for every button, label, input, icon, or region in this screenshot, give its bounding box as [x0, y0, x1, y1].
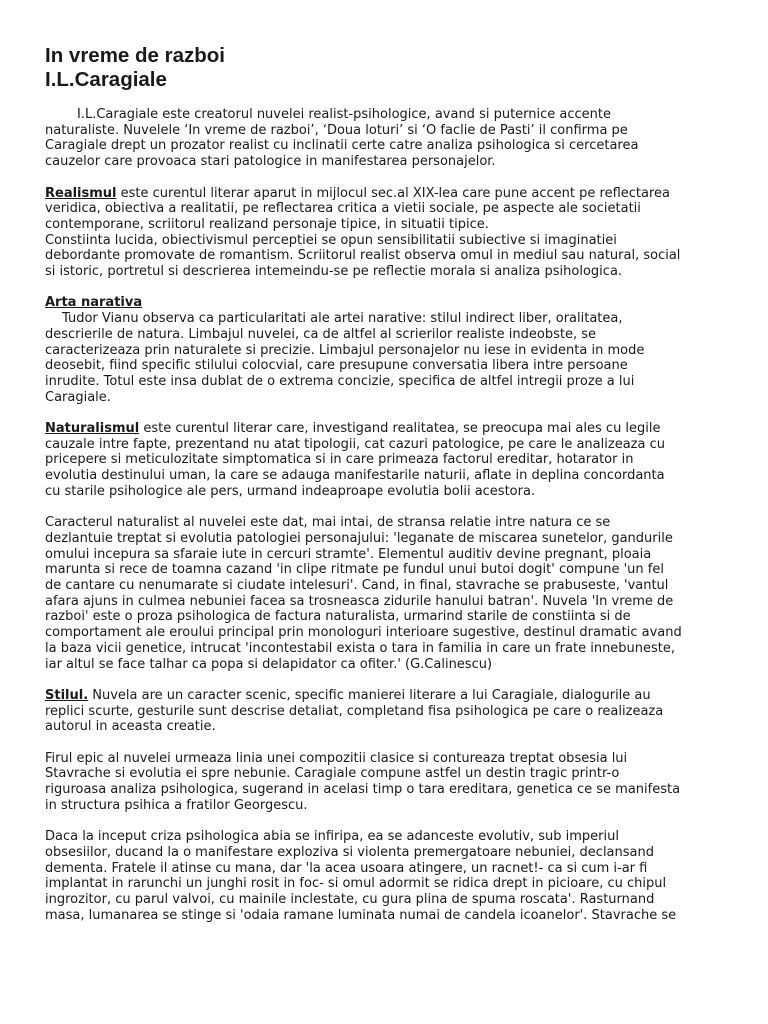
criza-line: implantat in rarunchi un junghi rosit in foc- si omul adormit se ridica drept in picioare, cu chipul [45, 876, 667, 892]
naturalism-line: cu starile psihologice ale pers, urmand indeaproape evolutia bolii acestora. [45, 483, 536, 499]
arta-line: Tudor Vianu observa ca particularitati ale artei narative: stilul indirect liber, oralitatea, [62, 311, 623, 327]
naturalism-line: pricepere si meticulozitate simptomatica si in care primeaza factorul ereditar, hotarator in [45, 452, 634, 468]
arta-line: descrierile de natura. Limbajul nuvelei, ca de altfel al scrierilor realiste indeobste, se [45, 326, 596, 342]
document-title [45, 44, 225, 92]
caracter-line: de cantare cu nenumarate si ciudate intelesuri'. Cand, in final, stavrache se prabuseste, 'vantul [45, 578, 669, 594]
caracter-line: iar altul se face talhar ca popa si delapidator ca ofiter.' (G.Calinescu) [45, 656, 493, 672]
intro-line: Caragiale drept un prozator realist cu inclinatii certe catre analiza psihologica si cercetarea [45, 138, 639, 154]
title-line-1: In vreme de razboi [45, 44, 226, 67]
naturalism-line: cauzale intre fapte, prezentand nu atat tipologii, cat cazuri patologice, pe care le analizeaza cu [45, 436, 665, 452]
naturalism-line: evolutia destinului uman, la care se adauga manifestarile naturii, aflate in deplina concordanta [45, 468, 665, 484]
criza-line: obsesiilor, ducand la o manifestare exploziva si violenta premergatoare nebuniei, declansand [45, 844, 654, 860]
firul-line: in structura psihica a fratilor Georgescu. [45, 797, 308, 813]
arta-term: Arta narativa [45, 295, 143, 311]
intro-line: naturaliste. Nuvelele ‘In vreme de razboi’, ‘Doua loturi’ si ‘O faclie de Pasti’ il confirma pe [45, 122, 628, 138]
realism-line: Constiinta lucida, obiectivismul perceptiei se opun sensibilitatii subiective si imaginatiei [45, 232, 617, 248]
naturalism-first-line: Naturalismul este curentul literar care, investigand realitatea, se preocupa mai ales cu legile [45, 421, 661, 437]
arta-line: deosebit, fiind specific stilului colocvial, care presupune conversatia libera intre persoane [45, 358, 628, 374]
caracter-line: Caracterul naturalist al nuvelei este dat, mai intai, de stransa relatie intre natura ce se [45, 515, 611, 531]
caracter-line: marunta si rece de toamna cazand 'in clipe ritmate pe fundul unui butoi dogit' compune 'un fel [45, 562, 664, 578]
criza-line: masa, lumanarea se stinge si 'odaia ramane luminata numai de candela icoanelor'. Stavrache se [45, 907, 677, 923]
realism-first-line: Realismul este curentul literar aparut in mijlocul sec.al XIX-lea care pune accent pe reflectarea [45, 185, 670, 201]
caracter-line: afara ajuns in culmea nebuniei facea sa trosneasca zidurile hanului batran'. Nuvela 'In vreme de [45, 593, 674, 609]
arta-line: caracterizeaza prin naturalete si precizie. Limbajul personajelor nu iese in evidenta in mode [45, 342, 645, 358]
arta-line: Caragiale. [45, 389, 111, 405]
caracter-line: razboi' este o proza psihologica de factura naturalista, urmarind starile de constiinta si de [45, 609, 631, 625]
firul-line: riguroasa analiza psihologica, sugerand in acelasi timp o tara ereditara, genetica ce se manifesta [45, 782, 681, 798]
criza-line: dementa. Fratele il atinse cu mana, dar 'la acea usoara atingere, un racnet!- ca si cum i-ar fi [45, 860, 648, 876]
caracter-line: omului incepura sa sfaraie iute in cercuri stramte'. Elementul auditiv devine pregnant, ploaia [45, 546, 652, 562]
criza-line: Daca la inceput criza psihologica abia se infiripa, ea se adanceste evolutiv, sub imperiul [45, 829, 619, 845]
realism-line: debordante promovate de romantism. Scriitorul realist observa omul in mediul sau natural, social [45, 248, 681, 264]
firul-line: Firul epic al nuvelei urmeaza linia unei compozitii clasice si contureaza treptat obsesia lui [45, 750, 628, 766]
realism-line: contemporane, scriitorul realizand personaje tipice, in situatii tipice. [45, 216, 489, 232]
title-line-2: I.L.Caragiale [45, 68, 167, 91]
arta-line: inrudite. Totul este insa dublat de o extrema concizie, specifica de altfel intregii proze a lui [45, 373, 635, 389]
intro-line: I.L.Caragiale este creatorul nuvelei realist-psihologice, avand si puternice accente [77, 107, 612, 122]
stilul-term: Stilul. [45, 687, 89, 703]
stilul-first-line: Stilul. Nuvela are un caracter scenic, specific manierei literare a lui Caragiale, dialogurile au [45, 687, 651, 703]
stilul-line: autorul in aceasta creatie. [45, 719, 216, 735]
caracter-line: dezlantuie treptat si evolutia patologiei personajului: 'leganate de miscarea sunetelor, gandurile [45, 530, 673, 546]
caracter-line: comportament ale eroului principal prin monologuri interioare sugestive, destinul dramatic avand [45, 625, 682, 641]
realism-line: veridica, obiectiva a realitatii, pe reflectarea critica a vietii sociale, pe aspecte ale societatii [45, 201, 641, 217]
realism-line: si istoric, portretul si descrierea intemeindu-se pe reflectie morala si analiza psihologica. [45, 264, 623, 280]
intro-line: cauzelor care provoaca stari patologice in manifestarea personajelor. [45, 154, 496, 170]
realism-term: Realismul [45, 185, 117, 201]
document-body [45, 107, 725, 923]
naturalism-term: Naturalismul [45, 421, 140, 437]
arta-heading-line [45, 295, 725, 311]
caracter-line: la baza vicii genetice, intrucat 'incontestabil exista o tara in familia in care un frate innebuneste, [45, 640, 676, 656]
criza-line: ingrozitor, cu parul valvoi, cu mainile inclestate, cu gura plina de spuma roscata'. Rasturnand [45, 892, 655, 908]
firul-line: Stavrache si evolutia ei spre nebunie. Caragiale compune astfel un destin tragic printr-o [45, 766, 620, 782]
stilul-line: replici scurte, gesturile sunt descrise detaliat, completand fisa psihologica pe care o realizeaza [45, 703, 664, 719]
